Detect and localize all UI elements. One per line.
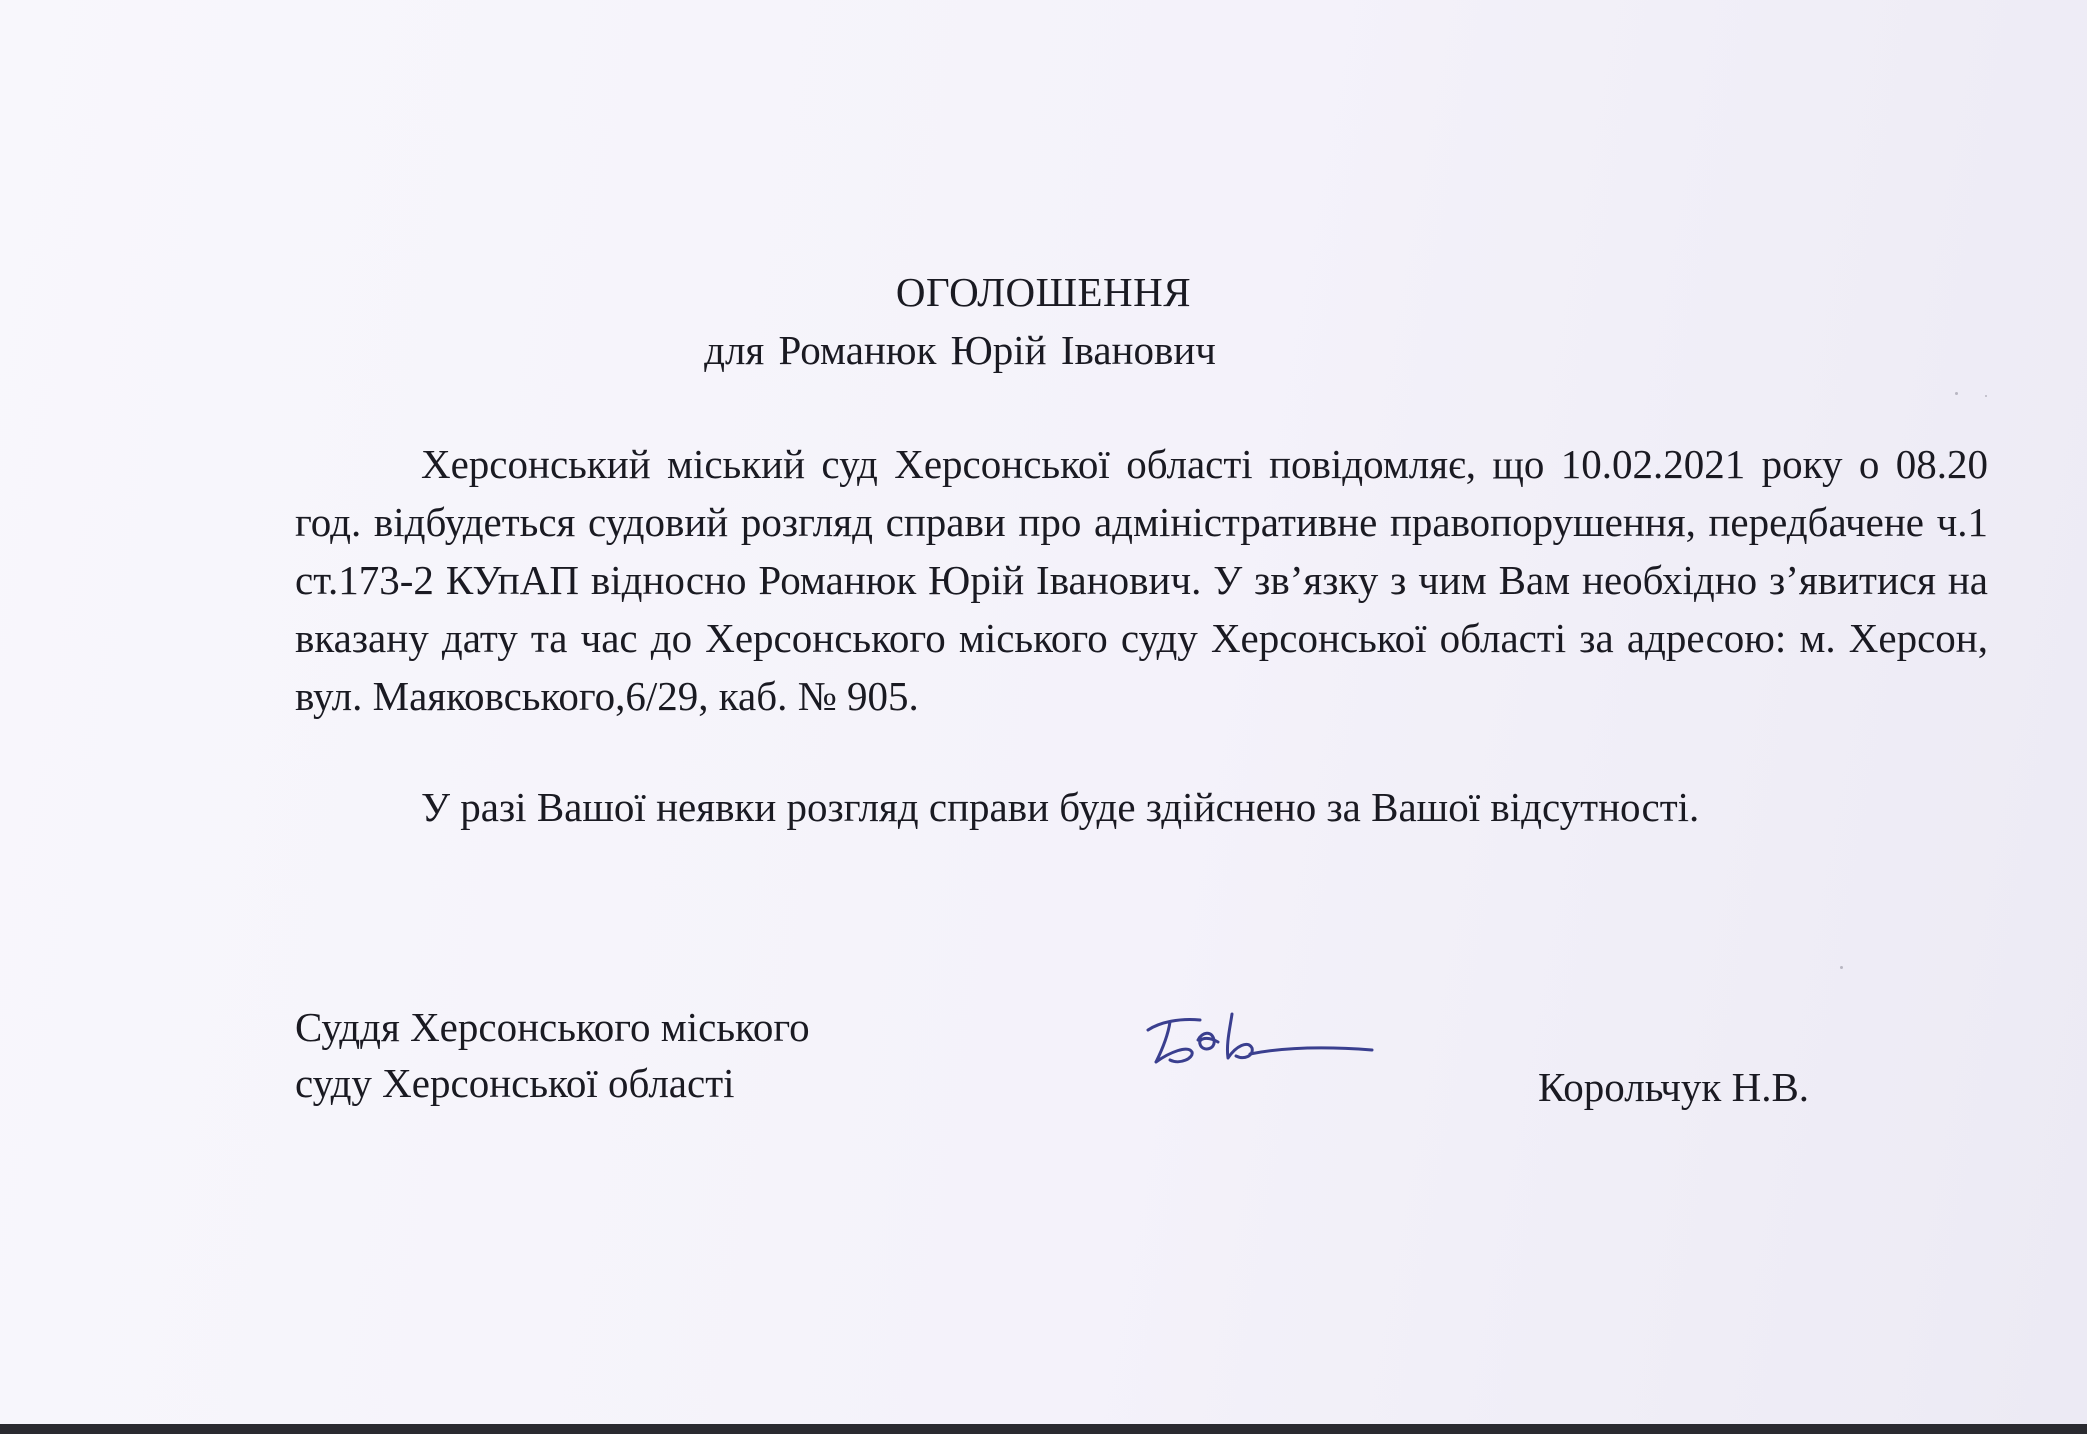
judge-title-line-1: Суддя Херсонського міського	[295, 1004, 810, 1050]
notice-paragraph-1: Херсонський міський суд Херсонської області повідомляє, що 10.02.2021 року о 08.20 год. відбудеться судовий розгляд справи про адміністративне правопорушення, передбачене ч.1 ст.173-2 КУпАП відносно Романюк Юрій Іванович. У зв’язку з чим Вам необхідно з’явитися на вказану дату та час до Херсонського міського суду Херсонської області за адресою: м. Херсон, вул. Маяковського,6/29, каб. № 905.	[295, 441, 1988, 719]
paper-speck	[1840, 966, 1843, 969]
paper-speck	[1955, 392, 1958, 395]
judge-title	[295, 999, 810, 1111]
notice-addressee: для Романюк Юрій Іванович	[704, 327, 1216, 373]
handwritten-signature	[1140, 1000, 1380, 1080]
judge-title-line-2: суду Херсонської області	[295, 1060, 735, 1106]
scan-edge	[0, 1424, 2087, 1434]
notice-title: ОГОЛОШЕННЯ	[895, 269, 1192, 315]
notice-paragraph-2: У разі Вашої неявки розгляд справи буде здійснено за Вашої відсутності.	[421, 784, 1700, 830]
judge-name: Корольчук Н.В.	[1538, 1064, 1810, 1110]
paper-speck	[1985, 395, 1987, 397]
